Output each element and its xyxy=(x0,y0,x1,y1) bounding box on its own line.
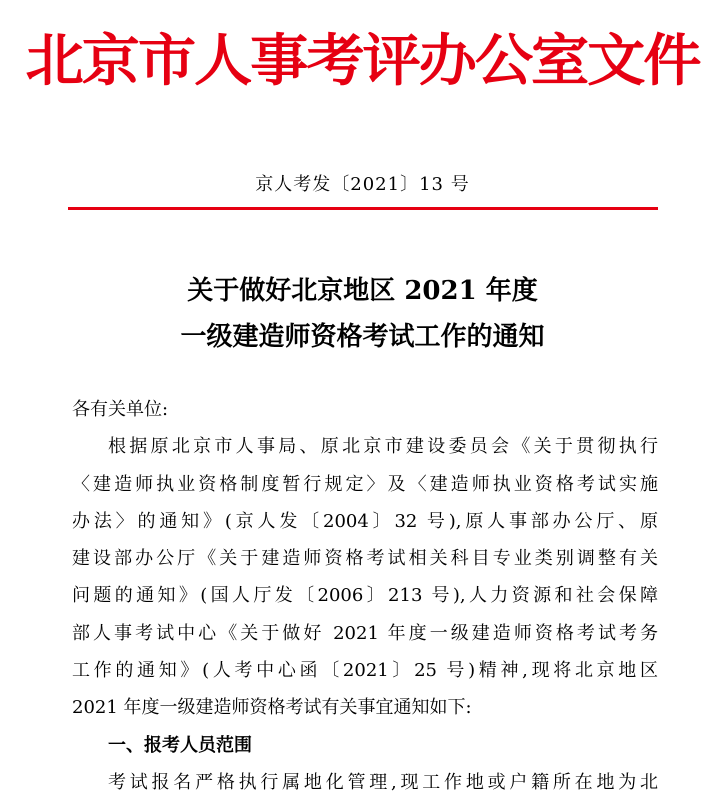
agency-title: 北京市人事考评办公室文件 xyxy=(25,29,700,94)
paragraph-line: 建设部办公厅《关于建造师资格考试相关科目专业类别调整有关 xyxy=(72,548,658,570)
paragraph-line: 〈建造师执业资格制度暂行规定〉及〈建造师执业资格考试实施 xyxy=(72,473,658,495)
red-divider-line xyxy=(68,207,658,210)
paragraph-line: 2021 年度一级建造师资格考试有关事宜通知如下: xyxy=(72,697,472,719)
section-heading: 一、报考人员范围 xyxy=(108,734,252,756)
paragraph-line: 办法〉的通知》(京人发〔2004〕32 号),原人事部办公厅、原 xyxy=(72,510,658,532)
paragraph-line: 根据原北京市人事局、原北京市建设委员会《关于贯彻执行 xyxy=(108,436,658,458)
notice-title-line-2: 一级建造师资格考试工作的通知 xyxy=(180,322,545,352)
notice-body xyxy=(72,391,658,801)
paragraph-line: 问题的通知》(国人厅发〔2006〕213 号),人力资源和社会保障 xyxy=(72,585,658,607)
document-number: 京人考发〔2021〕13 号 xyxy=(255,174,470,195)
paragraph-line: 部人事考试中心《关于做好 2021 年度一级建造师资格考试考务 xyxy=(72,622,658,644)
paragraph-line: 考试报名严格执行属地化管理,现工作地或户籍所在地为北 xyxy=(108,771,658,793)
paragraph-line: 工作的通知》(人考中心函〔2021〕25 号)精神,现将北京地区 xyxy=(72,660,658,682)
notice-title-line-1: 关于做好北京地区 2021 年度 xyxy=(187,276,538,306)
salutation: 各有关单位: xyxy=(72,399,169,420)
